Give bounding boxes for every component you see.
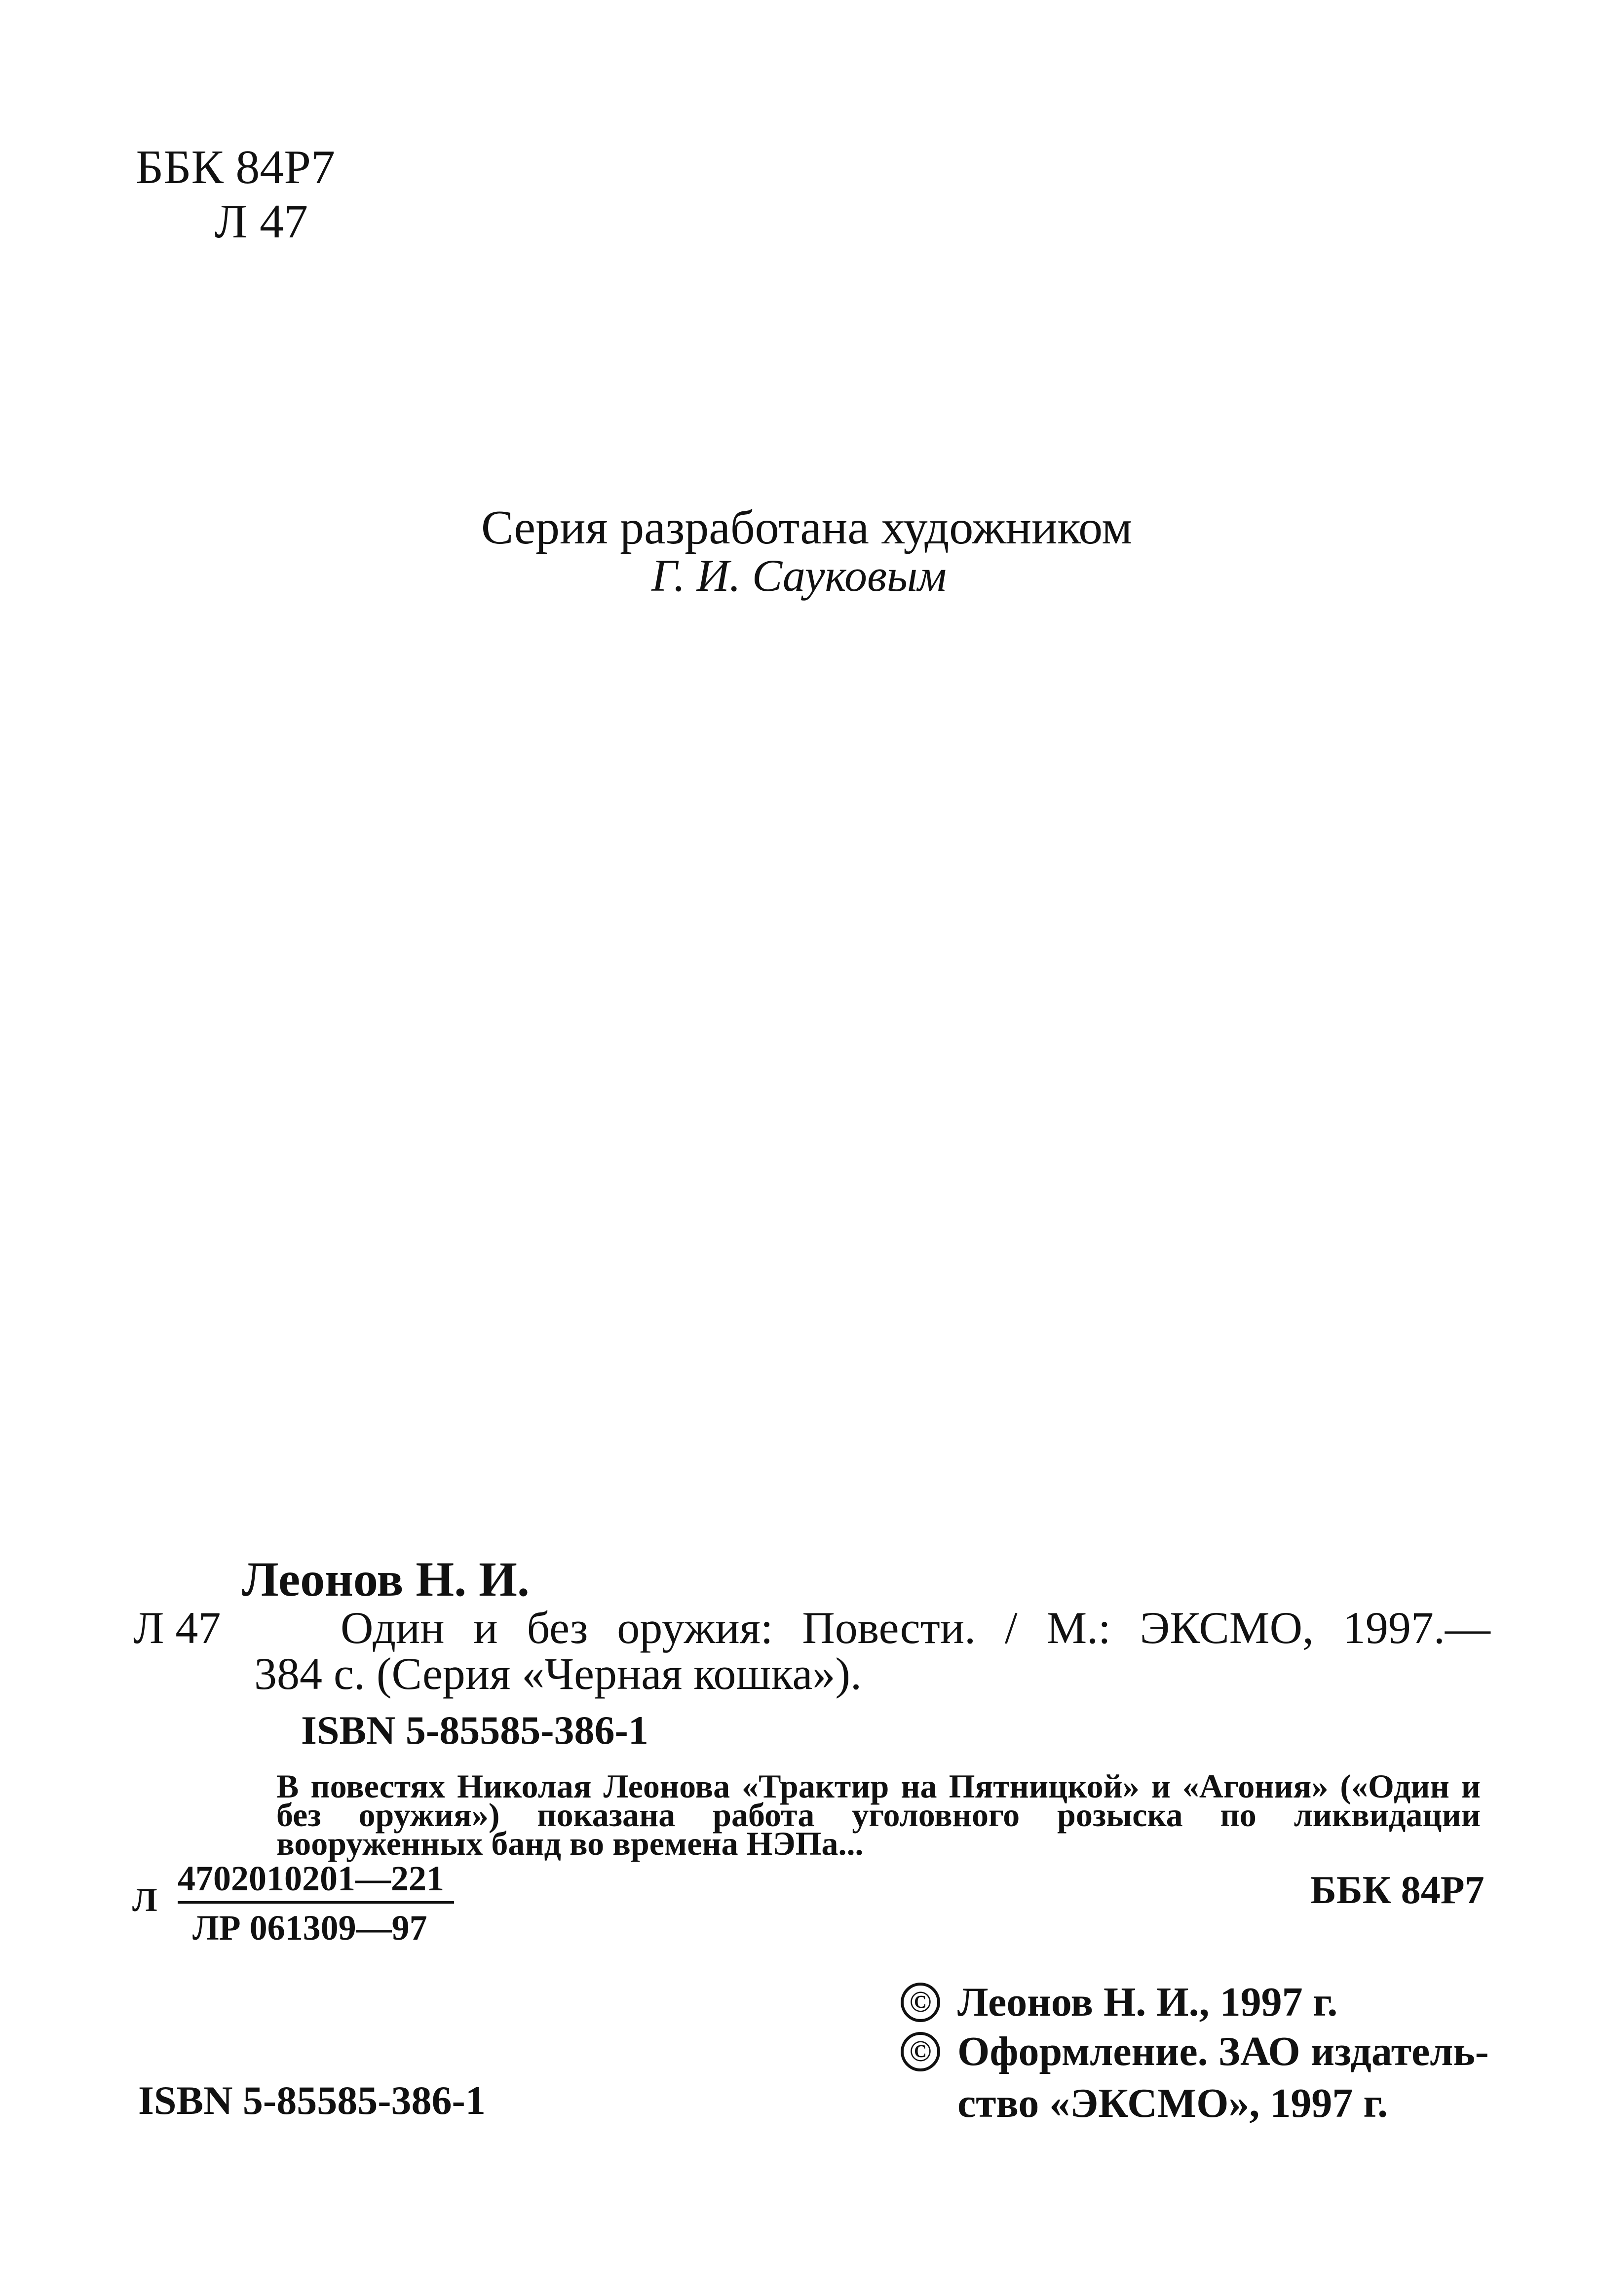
pages-series-line: 384 с. (Серия «Черная кошка»). (254, 1648, 862, 1699)
title-word: ЭКСМО, (1140, 1603, 1314, 1653)
title-word: Повести. (802, 1603, 976, 1653)
bbk-code-top: ББК 84Р7 (136, 141, 335, 194)
index-letter: Л (132, 1881, 157, 1918)
copyright-icon: © (901, 1983, 940, 2022)
title-word: без (527, 1603, 588, 1653)
title-word: 1997.— (1342, 1603, 1490, 1653)
title-word: оружия: (617, 1603, 773, 1653)
series-credit-line: Серия разработана художником (481, 501, 1133, 554)
bbk-code-right: ББК 84Р7 (1310, 1869, 1485, 1912)
author-code-top: Л 47 (215, 195, 308, 248)
series-artist: Г. И. Сауковым (651, 550, 947, 601)
copyright-icon: © (901, 2032, 940, 2071)
copyright-design-continuation: ство «ЭКСМО», 1997 г. (957, 2080, 1388, 2126)
book-author: Леонов Н. И. (242, 1552, 530, 1607)
copyright-design (901, 2028, 1489, 2074)
copyright-design-text: Оформление. ЗАО издатель- (957, 2028, 1489, 2074)
annotation-paragraph: В повестях Николая Леонова «Трактир на Пятницкой» и «Агония» («Один и без оружия») показана работа уголовного розыска по ликвидации вооруженных банд во времена НЭПа... (276, 1767, 1481, 1862)
copyright-author-text: Леонов Н. И., 1997 г. (957, 1979, 1338, 2025)
title-line (341, 1603, 1490, 1653)
title-word: / (1004, 1603, 1018, 1653)
title-word: Один (341, 1603, 445, 1653)
title-word: М.: (1046, 1603, 1111, 1653)
isbn-mid: ISBN 5-85585-386-1 (301, 1708, 648, 1753)
index-numerator: 4702010201—221 (178, 1861, 454, 1904)
copyright-author (901, 1979, 1338, 2025)
title-word: и (473, 1603, 498, 1653)
index-denominator: ЛР 061309—97 (192, 1908, 427, 1948)
author-code-mid: Л 47 (133, 1603, 221, 1653)
isbn-bottom: ISBN 5-85585-386-1 (138, 2078, 486, 2123)
